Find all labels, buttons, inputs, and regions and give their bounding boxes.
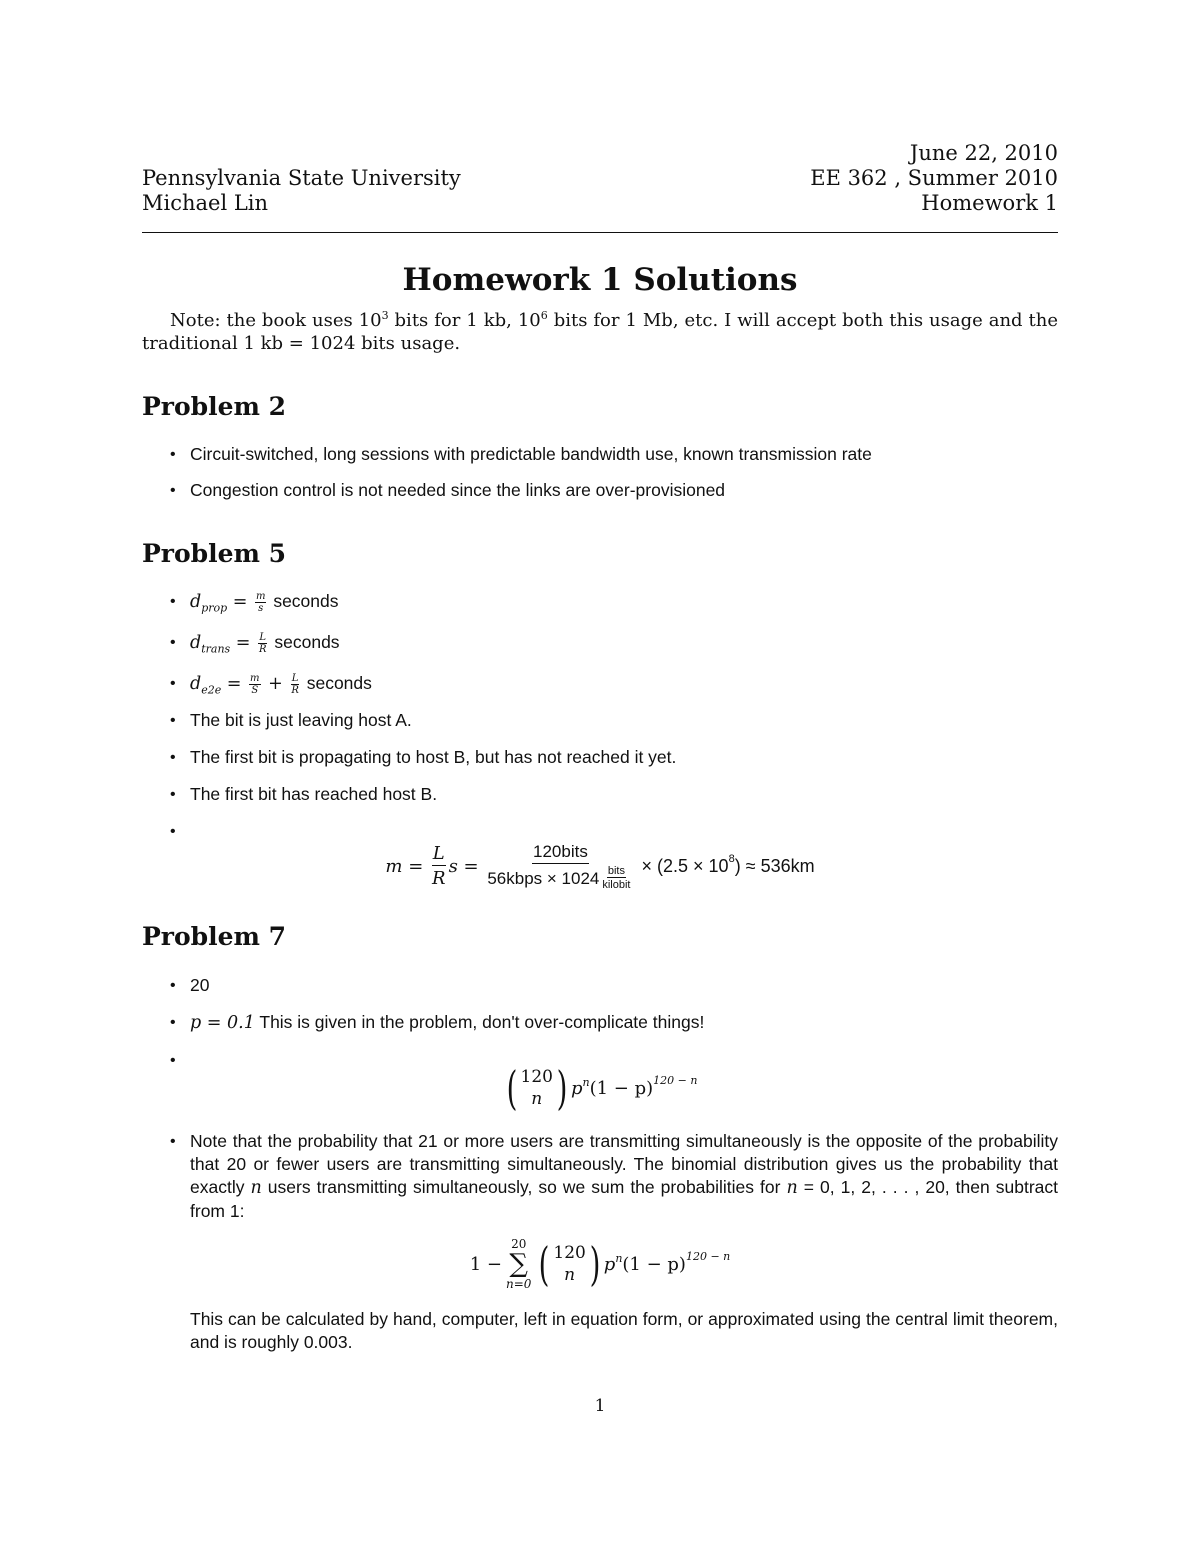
closing-paragraph: This can be calculated by hand, computer, left in equation form, or approximated using the central limit theorem, and is roughly 0.003. — [190, 1309, 1058, 1352]
list-item: • Congestion control is not needed since the links are over-provisioned — [142, 479, 1058, 502]
problem-7-heading: Problem 7 — [142, 922, 287, 951]
page-title: Homework 1 Solutions — [402, 262, 798, 298]
header-assignment: Homework 1 — [921, 191, 1058, 215]
units-note: Note: the book uses $10^3$ bits for 1 kb, $10^6$ bits for 1 Mb, etc. I will accept both this usage and the traditional 1 kb = 1024 bits usage. — [142, 309, 1058, 354]
list-item-de2e: • $d_{e2e}$ = $\frac{m}{S}$ + $\frac{L}{R}$ seconds — [142, 672, 1058, 700]
list-item: • 20 — [142, 974, 1058, 997]
problem-5-list — [142, 590, 1058, 843]
list-item: • The first bit is propagating to host B, but has not reached it yet. — [142, 746, 1058, 769]
list-item-p-value: • p = 0.1 This is given in the problem, don't over-complicate things! — [142, 1011, 1058, 1035]
problem-5-heading: Problem 5 — [142, 539, 287, 568]
propagation-distance-equation: m = $\frac{L}{R}$ s = 120bits 56kbps × 1024 $\frac{\text{bits}}{\text{kilobit}}$ × (2.5 × 10 $^8$ ) ≈ 536km — [385, 842, 815, 891]
header-author: Michael Lin — [142, 191, 269, 215]
problem-7-list-continued — [142, 1130, 1058, 1223]
problem-2-list — [142, 443, 1058, 502]
list-item-dprop: • $d_{prop}$ = $\frac{m}{s}$ seconds — [142, 590, 1058, 618]
problem-7-list — [142, 974, 1058, 1072]
header-course: EE 362 , Summer 2010 — [810, 166, 1058, 190]
list-item: • Circuit-switched, long sessions with predictable bandwidth use, known transmission rate — [142, 443, 1058, 466]
header-university: Pennsylvania State University — [142, 166, 461, 190]
binomial-probability-equation: ( 120 n ) p $^n$ (1 − p) $^{120 - n}$ — [506, 1061, 698, 1115]
complement-sum-equation: 1 − 20 ∑ n=0 ( 120 n ) p $^n$ (1 − p) $^{120 - n}$ — [469, 1237, 731, 1291]
problem-2-heading: Problem 2 — [142, 392, 287, 421]
list-item: • The bit is just leaving host A. — [142, 709, 1058, 732]
page-number: 1 — [594, 1396, 606, 1416]
document-header — [142, 141, 1058, 216]
header-divider — [142, 232, 1058, 233]
list-item-dtrans: • $d_{trans}$ = $\frac{L}{R}$ seconds — [142, 631, 1058, 659]
header-date: June 22, 2010 — [909, 141, 1058, 165]
list-item-binomial-explanation: • Note that the probability that 21 or more users are transmitting simultaneously is the opposite of the probability that 20 or fewer users are transmitting simultaneously. The binomial distribution gives us the probability that exactly n users transmitting simultaneously, so we sum the probabilities for n = 0, 1, 2, . . . , 20, then subtract from 1: — [142, 1130, 1058, 1223]
list-item: • The first bit has reached host B. — [142, 783, 1058, 806]
